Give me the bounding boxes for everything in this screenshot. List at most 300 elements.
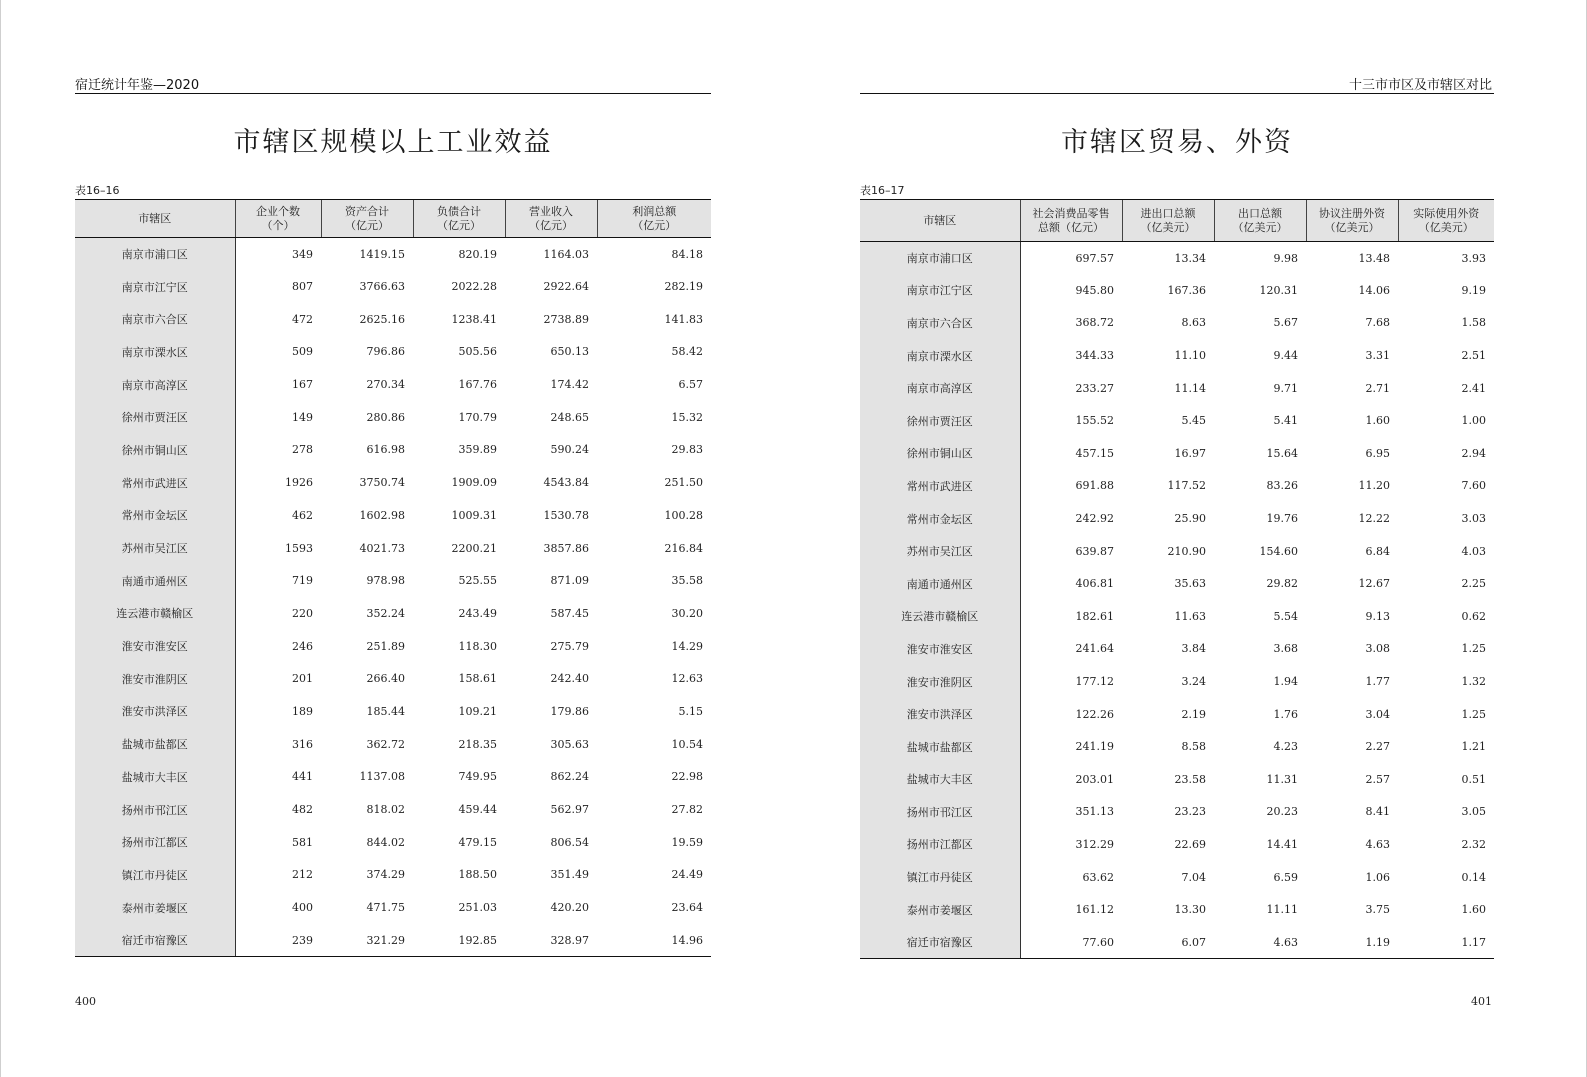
value-cell: 11.14 [1174,381,1206,395]
value-cell: 179.86 [550,704,589,718]
head-rule-right [860,93,1494,94]
district-name-cell: 宿迁市宿豫区 [860,926,1020,959]
value-cell: 349 [292,247,313,261]
value-cell: 312.29 [1075,837,1114,851]
value-cell: 2022.28 [451,280,497,294]
district-name-cell: 南京市高淳区 [860,372,1020,405]
district-name-cell: 南京市高淳区 [75,368,235,401]
district-name-cell: 淮安市淮安区 [75,630,235,663]
value-cell: 806.54 [550,835,589,849]
value-cell: 479.15 [458,835,497,849]
table-row [860,926,1494,959]
value-cell: 1009.31 [451,508,497,522]
value-cell: 58.42 [671,345,703,359]
value-cell: 182.61 [1075,609,1114,623]
district-name-cell: 连云港市赣榆区 [860,600,1020,633]
district-name-cell: 南京市六合区 [75,303,235,336]
value-cell: 216.84 [664,541,703,555]
page-edge-left [0,0,9,1077]
value-cell: 192.85 [413,924,505,957]
table-row [860,242,1494,275]
table-row [860,470,1494,503]
value-cell: 154.60 [1259,544,1298,558]
value-cell: 280.86 [366,410,405,424]
value-cell: 12.67 [1358,577,1390,591]
header-operating-revenue: 营业收入 （亿元） [505,200,597,238]
value-cell: 581 [292,835,313,849]
value-cell: 161.12 [1075,903,1114,917]
page-number-left: 400 [75,995,96,1008]
value-cell: 457.15 [1075,446,1114,460]
table-row [860,372,1494,405]
value-cell: 1238.41 [451,312,497,326]
value-cell: 945.80 [1075,283,1114,297]
value-cell: 5.54 [1273,609,1298,623]
value-cell: 275.79 [550,639,589,653]
value-cell: 420.20 [550,901,589,915]
value-cell: 177.12 [1075,675,1114,689]
value-cell: 482 [292,803,313,817]
value-cell: 14.29 [671,639,703,653]
value-cell: 462 [292,508,313,522]
district-name-cell: 常州市金坛区 [860,502,1020,535]
value-cell: 316 [292,737,313,751]
value-cell: 807 [292,280,313,294]
right-page [790,0,1587,1077]
value-cell: 77.60 [1020,926,1122,959]
value-cell: 1926 [285,476,313,490]
value-cell: 719 [292,574,313,588]
value-cell: 15.32 [671,410,703,424]
table-number-left: 表16–16 [75,184,120,197]
value-cell: 2625.16 [359,312,405,326]
value-cell: 359.89 [458,443,497,457]
value-cell: 5.67 [1273,316,1298,330]
value-cell: 321.29 [321,924,413,957]
value-cell: 233.27 [1075,381,1114,395]
value-cell: 170.79 [458,410,497,424]
value-cell: 505.56 [458,345,497,359]
value-cell: 8.41 [1365,805,1390,819]
district-name-cell: 盐城市盐都区 [860,730,1020,763]
table-row [75,859,711,892]
value-cell: 587.45 [550,606,589,620]
value-cell: 3.03 [1461,512,1486,526]
table-row [75,532,711,565]
district-name-cell: 盐城市大丰区 [75,761,235,794]
value-cell: 122.26 [1075,707,1114,721]
value-cell: 3.04 [1365,707,1390,721]
value-cell: 188.50 [458,868,497,882]
value-cell: 83.26 [1266,479,1298,493]
running-head-left: 宿迁统计年鉴—2020 [75,78,200,93]
value-cell: 63.62 [1082,870,1114,884]
value-cell: 239 [235,924,321,957]
value-cell: 1.17 [1398,926,1494,959]
value-cell: 1164.03 [543,247,589,261]
value-cell: 22.98 [671,770,703,784]
value-cell: 9.71 [1273,381,1298,395]
value-cell: 8.58 [1181,740,1206,754]
value-cell: 4.03 [1461,544,1486,558]
value-cell: 120.31 [1259,283,1298,297]
left-page [0,0,790,1077]
page-number-right: 401 [1471,995,1492,1008]
value-cell: 30.20 [671,606,703,620]
value-cell: 19.76 [1266,512,1298,526]
value-cell: 351.49 [550,868,589,882]
value-cell: 149 [292,410,313,424]
value-cell: 3766.63 [359,280,405,294]
district-name-cell: 常州市武进区 [75,466,235,499]
value-cell: 25.90 [1174,512,1206,526]
district-name-cell: 常州市武进区 [860,470,1020,503]
district-name-cell: 南京市江宁区 [860,274,1020,307]
value-cell: 2.41 [1461,381,1486,395]
district-name-cell: 南京市浦口区 [75,238,235,271]
value-cell: 4543.84 [543,476,589,490]
value-cell: 212 [292,868,313,882]
value-cell: 8.63 [1181,316,1206,330]
value-cell: 14.96 [597,924,711,957]
header-contracted-fdi: 协议注册外资 （亿美元） [1306,200,1398,242]
value-cell: 251.89 [366,639,405,653]
value-cell: 11.63 [1174,609,1206,623]
value-cell: 6.84 [1365,544,1390,558]
value-cell: 3857.86 [543,541,589,555]
value-cell: 1.76 [1273,707,1298,721]
value-cell: 29.83 [671,443,703,457]
value-cell: 7.60 [1461,479,1486,493]
value-cell: 562.97 [550,803,589,817]
value-cell: 6.59 [1273,870,1298,884]
value-cell: 23.58 [1174,772,1206,786]
value-cell: 35.58 [671,574,703,588]
table-row [860,633,1494,666]
page-title-left: 市辖区规模以上工业效益 [233,127,553,158]
value-cell: 362.72 [366,737,405,751]
value-cell: 12.63 [671,672,703,686]
value-cell: 2200.21 [451,541,497,555]
value-cell: 7.04 [1181,870,1206,884]
value-cell: 13.30 [1174,903,1206,917]
value-cell: 35.63 [1174,577,1206,591]
value-cell: 20.23 [1266,805,1298,819]
table-row [860,437,1494,470]
value-cell: 14.06 [1358,283,1390,297]
value-cell: 167 [292,378,313,392]
district-name-cell: 镇江市丹徒区 [75,859,235,892]
table-row [860,730,1494,763]
value-cell: 1.21 [1461,740,1486,754]
district-name-cell: 南京市溧水区 [75,336,235,369]
value-cell: 11.20 [1358,479,1390,493]
value-cell: 3.08 [1365,642,1390,656]
value-cell: 158.61 [458,672,497,686]
value-cell: 6.95 [1365,446,1390,460]
value-cell: 22.69 [1174,837,1206,851]
value-cell: 10.54 [671,737,703,751]
value-cell: 2.71 [1365,381,1390,395]
district-name-cell: 苏州市吴江区 [860,535,1020,568]
value-cell: 189 [292,704,313,718]
table-row [75,336,711,369]
value-cell: 400 [292,901,313,915]
value-cell: 11.10 [1174,349,1206,363]
value-cell: 6.57 [678,378,703,392]
district-name-cell: 徐州市铜山区 [75,434,235,467]
value-cell: 351.13 [1075,805,1114,819]
table-row [75,564,711,597]
table-row [75,238,711,271]
district-name-cell: 徐州市贾汪区 [860,404,1020,437]
header-total-profit: 利润总额 （亿元） [597,200,711,238]
value-cell: 590.24 [550,443,589,457]
value-cell: 3.05 [1461,805,1486,819]
value-cell: 9.44 [1273,349,1298,363]
value-cell: 9.19 [1461,283,1486,297]
value-cell: 14.41 [1266,837,1298,851]
value-cell: 9.13 [1365,609,1390,623]
value-cell: 3750.74 [359,476,405,490]
value-cell: 471.75 [366,901,405,915]
value-cell: 0.62 [1461,609,1486,623]
value-cell: 23.23 [1174,805,1206,819]
value-cell: 1.77 [1365,675,1390,689]
district-name-cell: 南京市江宁区 [75,270,235,303]
district-name-cell: 扬州市江都区 [75,826,235,859]
page-edge-right [1578,0,1587,1077]
value-cell: 374.29 [366,868,405,882]
value-cell: 5.45 [1181,414,1206,428]
district-name-cell: 徐州市铜山区 [860,437,1020,470]
value-cell: 328.97 [505,924,597,957]
value-cell: 472 [292,312,313,326]
value-cell: 251.03 [458,901,497,915]
value-cell: 691.88 [1075,479,1114,493]
value-cell: 1909.09 [451,476,497,490]
value-cell: 818.02 [366,803,405,817]
table-row [75,728,711,761]
value-cell: 639.87 [1075,544,1114,558]
district-name-cell: 徐州市贾汪区 [75,401,235,434]
value-cell: 241.19 [1075,740,1114,754]
table-row [75,891,711,924]
table-row [860,404,1494,437]
industry-benefit-table [75,199,711,957]
value-cell: 243.49 [458,606,497,620]
district-name-cell: 淮安市洪泽区 [860,698,1020,731]
table-row [75,630,711,663]
table-row [75,924,711,957]
value-cell: 1.94 [1273,675,1298,689]
table-row [860,763,1494,796]
table-row [860,567,1494,600]
table-row [75,401,711,434]
table-row [75,826,711,859]
value-cell: 2.25 [1461,577,1486,591]
header-retail-sales: 社会消费品零售 总额（亿元） [1020,200,1122,242]
table-row [75,793,711,826]
value-cell: 218.35 [458,737,497,751]
district-name-cell: 宿迁市宿豫区 [75,924,235,957]
value-cell: 242.40 [550,672,589,686]
value-cell: 27.82 [671,803,703,817]
value-cell: 201 [292,672,313,686]
value-cell: 1.19 [1306,926,1398,959]
value-cell: 282.19 [664,280,703,294]
value-cell: 697.57 [1075,251,1114,265]
table-number-right: 表16–17 [860,184,905,197]
value-cell: 23.64 [671,901,703,915]
value-cell: 12.22 [1358,512,1390,526]
value-cell: 862.24 [550,770,589,784]
district-name-cell: 泰州市姜堰区 [75,891,235,924]
district-name-cell: 淮安市洪泽区 [75,695,235,728]
header-actual-fdi: 实际使用外资 （亿美元） [1398,200,1494,242]
table-row [75,662,711,695]
value-cell: 749.95 [458,770,497,784]
value-cell: 1419.15 [359,247,405,261]
value-cell: 0.14 [1461,870,1486,884]
value-cell: 167.76 [458,378,497,392]
value-cell: 3.75 [1365,903,1390,917]
value-cell: 0.51 [1461,772,1486,786]
header-export-total: 出口总额 （亿美元） [1214,200,1306,242]
table-row [860,535,1494,568]
value-cell: 4.23 [1273,740,1298,754]
value-cell: 305.63 [550,737,589,751]
value-cell: 13.34 [1174,251,1206,265]
value-cell: 7.68 [1365,316,1390,330]
value-cell: 871.09 [550,574,589,588]
value-cell: 525.55 [458,574,497,588]
value-cell: 441 [292,770,313,784]
value-cell: 3.31 [1365,349,1390,363]
value-cell: 820.19 [458,247,497,261]
value-cell: 2922.64 [543,280,589,294]
table-row [860,307,1494,340]
district-name-cell: 南京市溧水区 [860,339,1020,372]
district-name-cell: 镇江市丹徒区 [860,861,1020,894]
value-cell: 978.98 [366,574,405,588]
value-cell: 266.40 [366,672,405,686]
district-name-cell: 扬州市邗江区 [860,796,1020,829]
value-cell: 278 [292,443,313,457]
header-district: 市辖区 [75,200,235,238]
table-row [860,339,1494,372]
value-cell: 1.06 [1365,870,1390,884]
district-name-cell: 扬州市邗江区 [75,793,235,826]
header-import-export: 进出口总额 （亿美元） [1122,200,1214,242]
value-cell: 19.59 [671,835,703,849]
value-cell: 2.19 [1181,707,1206,721]
district-name-cell: 常州市金坛区 [75,499,235,532]
value-cell: 2.32 [1461,837,1486,851]
value-cell: 118.30 [458,639,497,653]
table-row [75,434,711,467]
district-name-cell: 南京市浦口区 [860,242,1020,275]
value-cell: 84.18 [671,247,703,261]
value-cell: 174.42 [550,378,589,392]
header-total-assets: 资产合计 （亿元） [321,200,413,238]
value-cell: 1.60 [1365,414,1390,428]
running-head-right: 十三市市区及市辖区对比 [1348,78,1492,93]
table-row [860,861,1494,894]
value-cell: 2.51 [1461,349,1486,363]
table-row [860,698,1494,731]
district-name-cell: 南京市六合区 [860,307,1020,340]
table-row [75,303,711,336]
value-cell: 1.32 [1461,675,1486,689]
value-cell: 270.34 [366,378,405,392]
value-cell: 220 [292,606,313,620]
value-cell: 29.82 [1266,577,1298,591]
value-cell: 185.44 [366,704,405,718]
value-cell: 509 [292,345,313,359]
table-header-row [860,200,1494,242]
table-row [75,466,711,499]
district-name-cell: 苏州市吴江区 [75,532,235,565]
value-cell: 155.52 [1075,414,1114,428]
value-cell: 6.07 [1122,926,1214,959]
value-cell: 650.13 [550,345,589,359]
district-name-cell: 淮安市淮安区 [860,633,1020,666]
table-row [75,695,711,728]
value-cell: 241.64 [1075,642,1114,656]
value-cell: 3.93 [1461,251,1486,265]
value-cell: 2738.89 [543,312,589,326]
value-cell: 1.58 [1461,316,1486,330]
value-cell: 3.84 [1181,642,1206,656]
value-cell: 1.00 [1461,414,1486,428]
table-row [860,502,1494,535]
value-cell: 1530.78 [543,508,589,522]
header-total-liabilities: 负债合计 （亿元） [413,200,505,238]
table-header-row [75,200,711,238]
table-row [860,274,1494,307]
district-name-cell: 连云港市赣榆区 [75,597,235,630]
table-row [860,828,1494,861]
value-cell: 248.65 [550,410,589,424]
value-cell: 4.63 [1365,837,1390,851]
value-cell: 246 [292,639,313,653]
table-row [860,893,1494,926]
value-cell: 141.83 [664,312,703,326]
value-cell: 1593 [285,541,313,555]
district-name-cell: 南通市通州区 [75,564,235,597]
district-name-cell: 扬州市江都区 [860,828,1020,861]
value-cell: 459.44 [458,803,497,817]
value-cell: 4021.73 [359,541,405,555]
table-row [75,761,711,794]
value-cell: 167.36 [1167,283,1206,297]
table-row [860,665,1494,698]
value-cell: 2.57 [1365,772,1390,786]
value-cell: 616.98 [366,443,405,457]
value-cell: 1137.08 [359,770,405,784]
header-district: 市辖区 [860,200,1020,242]
table-row [75,597,711,630]
value-cell: 1.60 [1461,903,1486,917]
district-name-cell: 南通市通州区 [860,567,1020,600]
value-cell: 251.50 [664,476,703,490]
value-cell: 1.25 [1461,707,1486,721]
value-cell: 11.11 [1266,903,1298,917]
value-cell: 11.31 [1266,772,1298,786]
table-row [75,270,711,303]
value-cell: 242.92 [1075,512,1114,526]
